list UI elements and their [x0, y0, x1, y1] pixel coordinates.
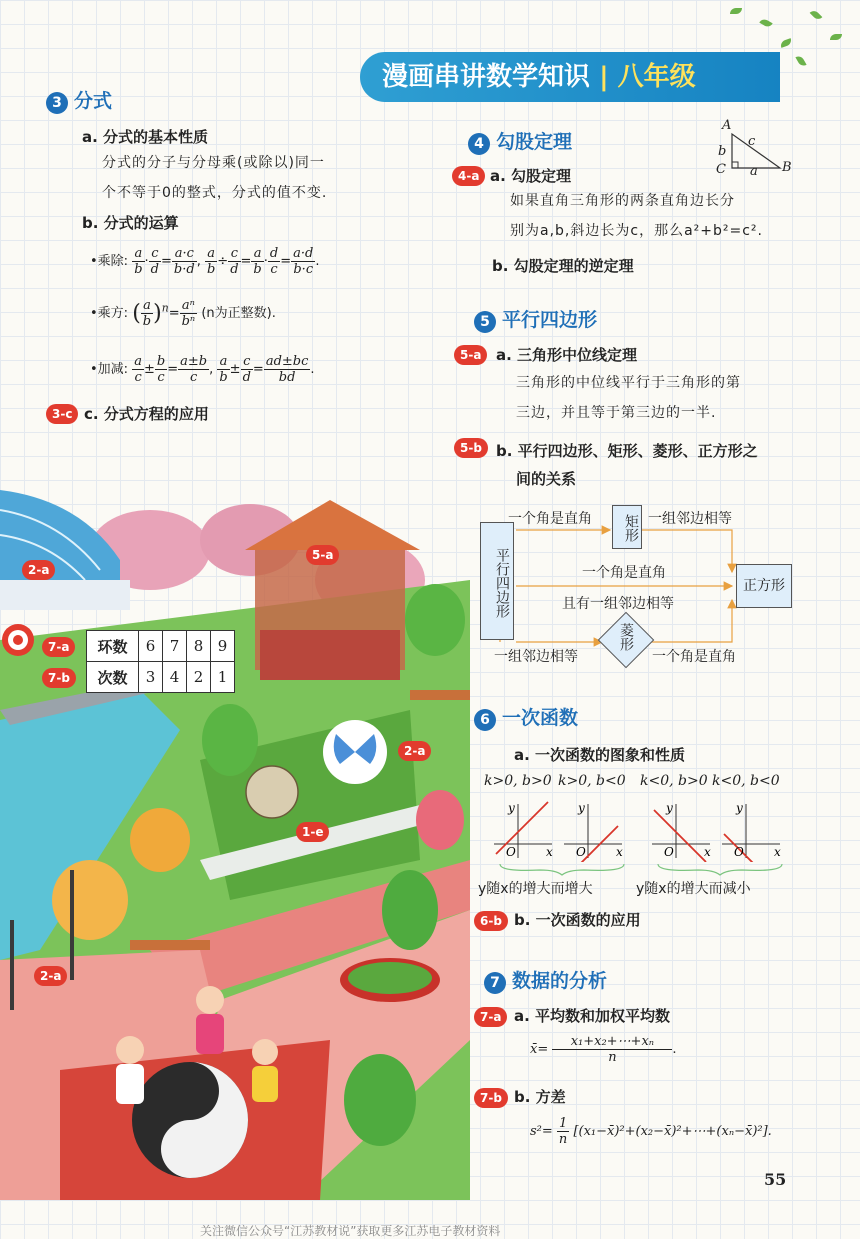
sec6-b-title: b. 一次函数的应用: [514, 911, 641, 929]
banner-grade: 八年级: [617, 62, 696, 92]
cond-1: k>0, b>0: [484, 773, 552, 789]
illus-tag-7a: 7-a: [42, 637, 75, 657]
sec3-heading: [46, 86, 112, 114]
sec5-a-title: a. 三角形中位线定理: [496, 346, 638, 364]
text-mid1: 一个角是直角: [582, 565, 666, 581]
illus-tag-2a-butterfly: 2-a: [398, 741, 431, 761]
variance-frac-num: 1: [557, 1116, 569, 1132]
sec5-b-line2: 间的关系: [516, 470, 577, 488]
mul-div-formula: •乘除: $\frac{a}{b}$ · $\frac{c}{d}$ = $\frac{a\cdot c}{b\cdot d}$ , $\frac{a}{b}$ ÷ $\frac{c}{d}$ = $\frac{a}{b}$ · $\frac{d}{c}$ = $\frac{a\cdot d}{b\cdot c}$ .: [90, 246, 320, 277]
sec3-title: 分式: [74, 90, 113, 112]
sec5-a-line2: 三边，并且等于第三边的一半.: [516, 405, 717, 421]
page-footer: 关注微信公众号“江苏教材说”获取更多江苏电子教材资料: [200, 1224, 501, 1238]
table-cell: 8: [187, 631, 211, 662]
axis-label-x: x: [616, 845, 623, 859]
cond-4: k<0, b<0: [712, 773, 780, 789]
add-sub-label: •加减:: [90, 362, 129, 377]
axis-label-x: x: [704, 845, 711, 859]
sec3-b-title: b. 分式的运算: [82, 214, 179, 232]
square-box: [736, 564, 792, 608]
text-top-right: 一组邻边相等: [648, 511, 732, 527]
sec4-number: 4: [468, 133, 490, 155]
sec5-heading: [474, 305, 597, 333]
mean-denominator: n: [608, 1050, 617, 1065]
axis-label-origin: O: [576, 845, 586, 859]
grouping-braces: [490, 862, 790, 876]
sec4-a-line1: 如果直角三角形的两条直角边长分: [510, 193, 735, 209]
text-bot-left: 一组邻边相等: [494, 649, 578, 665]
variance-rhs: [(x₁−x̄)²+(x₂−x̄)²+⋯+(xₙ−x̄)²].: [573, 1124, 772, 1139]
axis-label-origin: O: [506, 845, 516, 859]
illus-tag-2a-bottom: 2-a: [34, 966, 67, 986]
tri-label-b: b: [718, 144, 727, 159]
text-bot-right: 一个角是直角: [652, 649, 736, 665]
table-row: [87, 631, 235, 662]
text-top-left: 一个角是直角: [508, 511, 592, 527]
function-graph: [490, 800, 556, 862]
mean-lhs: x̄=: [530, 1042, 549, 1057]
sec5-b-tag: 5-b: [454, 438, 488, 458]
table-cell: 7: [163, 631, 187, 662]
banner-separator: |: [599, 62, 609, 92]
table-cell: 1: [211, 662, 235, 693]
park-illustration: [0, 480, 470, 1200]
power-note: (n为正整数).: [201, 306, 276, 321]
power-formula: •乘方: ( $\frac{a}{b}$ )$^n$= $\frac{\text{aⁿ}}{\text{bⁿ}}$ (n为正整数).: [90, 298, 276, 329]
sec7-title: 数据的分析: [512, 970, 608, 992]
rectangle-label: 矩形: [623, 514, 639, 542]
cond-2: k>0, b<0: [558, 773, 626, 789]
function-graph: [718, 800, 784, 862]
decrease-text: y随x的增大而减小: [636, 881, 751, 897]
function-graph: [560, 800, 626, 862]
table-row-label: 环数: [87, 631, 139, 662]
cond-3: k<0, b>0: [640, 773, 708, 789]
sec5-title: 平行四边形: [502, 309, 598, 331]
axis-label-y: y: [578, 801, 585, 815]
function-graphs: [490, 800, 790, 864]
rectangle-box: [612, 505, 642, 549]
sec3-c-tag: 3-c: [46, 404, 78, 424]
sec5-a-line1: 三角形的中位线平行于三角形的第: [516, 375, 741, 391]
axis-label-origin: O: [734, 845, 744, 859]
variance-lhs: s²=: [530, 1124, 553, 1139]
sec6-b-tag: 6-b: [474, 911, 508, 931]
mul-div-label: •乘除:: [90, 254, 129, 269]
sec3-a-body: [102, 148, 327, 208]
axis-label-y: y: [508, 801, 515, 815]
sec5-number: 5: [474, 311, 496, 333]
rhombus-label: 菱形: [618, 623, 634, 651]
sec3-a-line1: 分式的分子与分母乘(或除以)同一: [102, 155, 325, 171]
illus-tag-7b: 7-b: [42, 668, 76, 688]
score-table: [86, 630, 235, 693]
table-cell: 2: [187, 662, 211, 693]
axis-label-x: x: [774, 845, 781, 859]
axis-label-x: x: [546, 845, 553, 859]
variance-formula: [530, 1116, 772, 1147]
mean-formula: x̄= $\frac{\text{x₁+x₂+⋯+xₙ}}{n}$ .: [530, 1034, 677, 1065]
sec5-b-title: [496, 437, 758, 493]
sec3-c-title: c. 分式方程的应用: [84, 405, 209, 423]
increase-text: y随x的增大而增大: [478, 881, 593, 897]
function-line: [724, 834, 776, 862]
power-label: •乘方:: [90, 306, 129, 321]
table-cell: 3: [139, 662, 163, 693]
variance-frac-den: n: [558, 1132, 568, 1147]
table-cell: 9: [211, 631, 235, 662]
table-row-label: 次数: [87, 662, 139, 693]
sec7-heading: [484, 966, 607, 994]
sec3-a-line2: 个不等于0的整式，分式的值不变.: [102, 185, 328, 201]
function-line: [654, 810, 706, 862]
header-banner: [360, 52, 780, 102]
sec6-number: 6: [474, 709, 496, 731]
function-graph: [648, 800, 714, 862]
mean-numerator: x₁+x₂+⋯+xₙ: [552, 1034, 672, 1050]
sec6-title: 一次函数: [502, 707, 579, 729]
sec4-b-title: b. 勾股定理的逆定理: [492, 257, 634, 275]
tri-label-a: a: [750, 164, 758, 179]
sec4-a-line2: 别为a,b,斜边长为c，那么a²+b²=c².: [510, 223, 763, 239]
add-sub-formula: •加减: $\frac{a}{c}$ ± $\frac{b}{c}$ = $\frac{a\pm b}{c}$ , $\frac{a}{b}$ ± $\frac{c}{d}$ = $\frac{ad\pm bc}{bd}$ .: [90, 354, 315, 385]
tri-label-C: C: [716, 162, 726, 177]
axis-label-y: y: [736, 801, 743, 815]
illus-tag-2a-top: 2-a: [22, 560, 55, 580]
sec4-title: 勾股定理: [496, 131, 573, 153]
page-number: 55: [764, 1170, 787, 1189]
function-line: [496, 802, 548, 854]
illus-tag-1e: 1-e: [296, 822, 329, 842]
tri-label-A: A: [722, 118, 732, 133]
text-mid2: 且有一组邻边相等: [562, 596, 674, 612]
table-row: [87, 662, 235, 693]
illus-tag-5a: 5-a: [306, 545, 339, 565]
parallelogram-label: 平行四边形: [494, 548, 510, 618]
sec4-a-title: a. 勾股定理: [490, 167, 572, 185]
sec7-b-title: b. 方差: [514, 1088, 566, 1106]
square-label: 正方形: [743, 578, 785, 594]
function-conditions: [484, 773, 784, 793]
sec4-heading: [468, 127, 572, 155]
table-cell: 4: [163, 662, 187, 693]
sec7-a-title: a. 平均数和加权平均数: [514, 1007, 671, 1025]
axis-label-origin: O: [664, 845, 674, 859]
tri-label-c: c: [748, 134, 756, 149]
sec6-a-title: a. 一次函数的图象和性质: [514, 746, 686, 764]
sec5-b-line1: b. 平行四边形、矩形、菱形、正方形之: [496, 442, 758, 460]
axis-label-y: y: [666, 801, 673, 815]
sec5-a-body: [516, 368, 741, 428]
sec7-number: 7: [484, 972, 506, 994]
sec3-number: 3: [46, 92, 68, 114]
sec5-a-tag: 5-a: [454, 345, 487, 365]
sec7-b-tag: 7-b: [474, 1088, 508, 1108]
sec4-a-body: [510, 186, 763, 246]
banner-title: 漫画串讲数学知识: [382, 62, 591, 92]
parallelogram-box: [480, 522, 514, 640]
sec7-a-tag: 7-a: [474, 1007, 507, 1027]
sec4-a-tag: 4-a: [452, 166, 485, 186]
sec6-heading: [474, 703, 578, 731]
table-cell: 6: [139, 631, 163, 662]
sec3-a-title: a. 分式的基本性质: [82, 128, 209, 146]
tri-label-B: B: [782, 160, 792, 175]
